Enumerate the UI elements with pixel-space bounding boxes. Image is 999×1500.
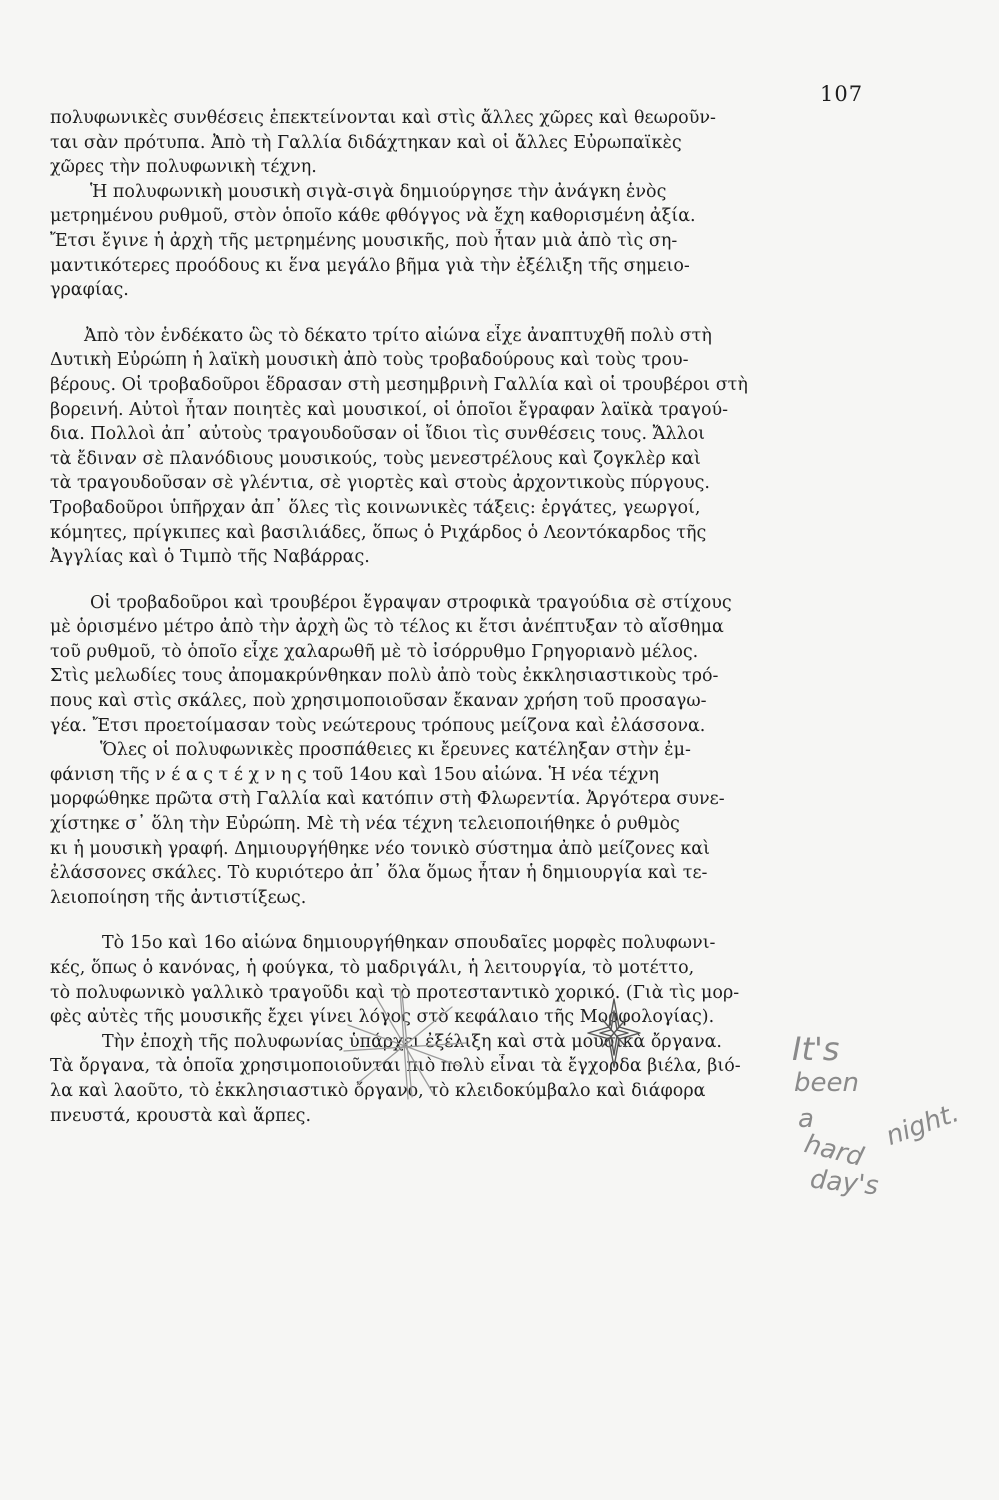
text-line: γραφίας. xyxy=(50,280,129,301)
text-line: ται σὰν πρότυπα. Ἀπὸ τὴ Γαλλία διδάχτηκαν καὶ οἱ ἄλλες Εὐρωπαϊκὲς xyxy=(50,132,682,153)
handwritten-word: hard xyxy=(801,1129,867,1173)
flower-sketch xyxy=(586,997,642,1069)
text-line: πολυφωνικὲς συνθέσεις ἐπεκτείνονται καὶ στὶς ἄλλες χῶρες καὶ θεωροῦν- xyxy=(50,108,716,128)
handwritten-note xyxy=(780,1030,995,1500)
text-line: βορεινή. Αὐτοὶ ἦταν ποιητὲς καὶ μουσικοί, οἱ ὁποῖοι ἔγραφαν λαϊκὰ τραγού- xyxy=(50,399,729,420)
text-line: Οἱ τροβαδοῦροι καὶ τρουβέροι ἔγραψαν στροφικὰ τραγούδια σὲ στίχους xyxy=(90,592,732,613)
paragraph xyxy=(50,591,865,911)
text-line: μὲ ὁρισμένο μέτρο ἀπὸ τὴν ἀρχὴ ὣς τὸ τέλος κι ἔτσι ἀνέπτυξαν τὸ αἴσθημα xyxy=(50,617,724,638)
text-line: κές, ὅπως ὁ κανόνας, ἡ φούγκα, τὸ μαδριγάλι, ἡ λειτουργία, τὸ μοτέττο, xyxy=(50,958,695,978)
paragraph xyxy=(50,106,865,303)
text-line: Τροβαδοῦροι ὑπῆρχαν ἀπ᾽ ὅλες τὶς κοινωνικὲς τάξεις: ἐργάτες, γεωργοί, xyxy=(50,497,701,518)
text-line: χίστηκε σ᾽ ὅλη τὴν Εὐρώπη. Μὲ τὴ νέα τέχνη τελειοποιήθηκε ὁ ρυθμὸς xyxy=(50,814,680,835)
text-line: Ἀγγλίας καὶ ὁ Τιμπὸ τῆς Ναβάρρας. xyxy=(50,547,370,568)
text-line: Τὴν ἐποχὴ τῆς πολυφωνίας ὑπάρχει ἐξέλιξη καὶ στὰ μουσικὰ ὄργανα. xyxy=(102,1031,722,1052)
text-line: Ἀπὸ τὸν ἑνδέκατο ὣς τὸ δέκατο τρίτο αἰώνα εἶχε ἀναπτυχθῆ πολὺ στὴ xyxy=(84,325,712,346)
text-line: δια. Πολλοὶ ἀπ᾽ αὐτοὺς τραγουδοῦσαν οἱ ἴδιοι τὶς συνθέσεις τους. Ἄλλοι xyxy=(50,424,706,445)
handwritten-word: It's xyxy=(792,1030,840,1068)
text-line: μαντικότερες προόδους κι ἕνα μεγάλο βῆμα γιὰ τὴν ἐξέλιξη τῆς σημειο- xyxy=(50,255,690,276)
paragraph xyxy=(50,324,865,570)
text-line: λειοποίηση τῆς ἀντιστίξεως. xyxy=(50,887,307,908)
text-line: Τὰ ὄργανα, τὰ ὁποῖα χρησιμοποιοῦνται πιὸ πολὺ εἶναι τὰ ἔγχορδα βιέλα, βιό- xyxy=(50,1056,741,1077)
text-line: Ἔτσι ἔγινε ἡ ἀρχὴ τῆς μετρημένης μουσικῆς, ποὺ ἦταν μιὰ ἀπὸ τὶς ση- xyxy=(50,230,678,251)
text-line: κόμητες, πρίγκιπες καὶ βασιλιάδες, ὅπως ὁ Ριχάρδος ὁ Λεοντόκαρδος τῆς xyxy=(50,522,707,543)
text-line: πους καὶ στὶς σκάλες, ποὺ χρησιμοποιοῦσαν ἔκαναν χρήση τοῦ προσαγω- xyxy=(50,691,707,712)
text-line: τὰ τραγουδοῦσαν σὲ γλέντια, σὲ γιορτὲς καὶ στοὺς ἀρχοντικοὺς πύργους. xyxy=(50,473,710,494)
text-line: κι ἡ μουσικὴ γραφή. Δημιουργήθηκε νέο τονικὸ σύστημα ἀπὸ μείζονες καὶ xyxy=(50,838,710,859)
text-line: φὲς αὐτὲς τῆς μουσικῆς ἔχει γίνει λόγος στὸ κεφάλαιο τῆς Μορφολογίας). xyxy=(50,1007,715,1028)
page-number: 107 xyxy=(820,82,864,106)
text-line: Δυτικὴ Εὐρώπη ἡ λαϊκὴ μουσικὴ ἀπὸ τοὺς τροβαδούρους καὶ τοὺς τρου- xyxy=(50,350,689,371)
text-line: γέα. Ἔτσι προετοίμασαν τοὺς νεώτερους τρόπους μείζονα καὶ ἐλάσσονα. xyxy=(50,715,706,736)
text-line: Στὶς μελωδίες τους ἀπομακρύνθηκαν πολὺ ἀπὸ τοὺς ἐκκλησιαστικοὺς τρό- xyxy=(50,666,719,687)
text-line: μετρημένου ρυθμοῦ, στὸν ὁποῖο κάθε φθόγγος νὰ ἔχη καθορισμένη ἀξία. xyxy=(50,206,696,227)
handwritten-word: night. xyxy=(882,1098,964,1152)
text-line: λα καὶ λαοῦτο, τὸ ἐκκλησιαστικὸ ὄργανο, τὸ κλειδοκύμβαλο καὶ διάφορα xyxy=(50,1080,706,1101)
text-line: Ὅλες οἱ πολυφωνικὲς προσπάθειες κι ἔρευνες κατέληξαν στὴν ἐμ- xyxy=(100,740,691,761)
text-line: τὸ πολυφωνικὸ γαλλικὸ τραγοῦδι καὶ τὸ προτεσταντικὸ χορικό. (Γιὰ τὶς μορ- xyxy=(50,982,740,1003)
text-line: τὰ ἔδιναν σὲ πλανόδιους μουσικούς, τοὺς μενεστρέλους καὶ ζογκλὲρ καὶ xyxy=(50,448,701,469)
text-body xyxy=(50,106,865,1128)
text-line: τοῦ ρυθμοῦ, τὸ ὁποῖο εἶχε χαλαρωθῆ μὲ τὸ ἰσόρρυθμο Γρηγοριανὸ μέλος. xyxy=(50,641,699,662)
text-line: μορφώθηκε πρῶτα στὴ Γαλλία καὶ κατόπιν στὴ Φλωρεντία. Ἀργότερα συνε- xyxy=(50,789,725,810)
handwritten-word: a xyxy=(798,1104,814,1134)
text-line: Τὸ 15ο καὶ 16ο αἰώνα δημιουργήθηκαν σπουδαῖες μορφὲς πολυφωνι- xyxy=(102,933,716,954)
text-line: φάνιση τῆς ν έ α ς τ έ χ ν η ς τοῦ 14ου καὶ 15ου αἰώνα. Ἡ νέα τέχνη xyxy=(50,764,659,785)
text-line: Ἡ πολυφωνικὴ μουσικὴ σιγὰ-σιγὰ δημιούργησε τὴν ἀνάγκη ἑνὸς xyxy=(90,181,667,202)
text-line: χῶρες τὴν πολυφωνικὴ τέχνη. xyxy=(50,157,317,178)
text-line: βέρους. Οἱ τροβαδοῦροι ἕδρασαν στὴ μεσημβρινὴ Γαλλία καὶ οἱ τρουβέροι στὴ xyxy=(50,374,748,395)
handwritten-word: been xyxy=(794,1068,859,1098)
handwritten-word: day's xyxy=(808,1164,880,1202)
text-line: ἐλάσσονες σκάλες. Τὸ κυριότερο ἀπ᾽ ὅλα ὅμως ἦταν ἡ δημιουργία καὶ τε- xyxy=(50,863,708,884)
text-line: πνευστά, κρουστὰ καὶ ἅρπες. xyxy=(50,1105,312,1126)
star-sketch xyxy=(340,985,470,1105)
